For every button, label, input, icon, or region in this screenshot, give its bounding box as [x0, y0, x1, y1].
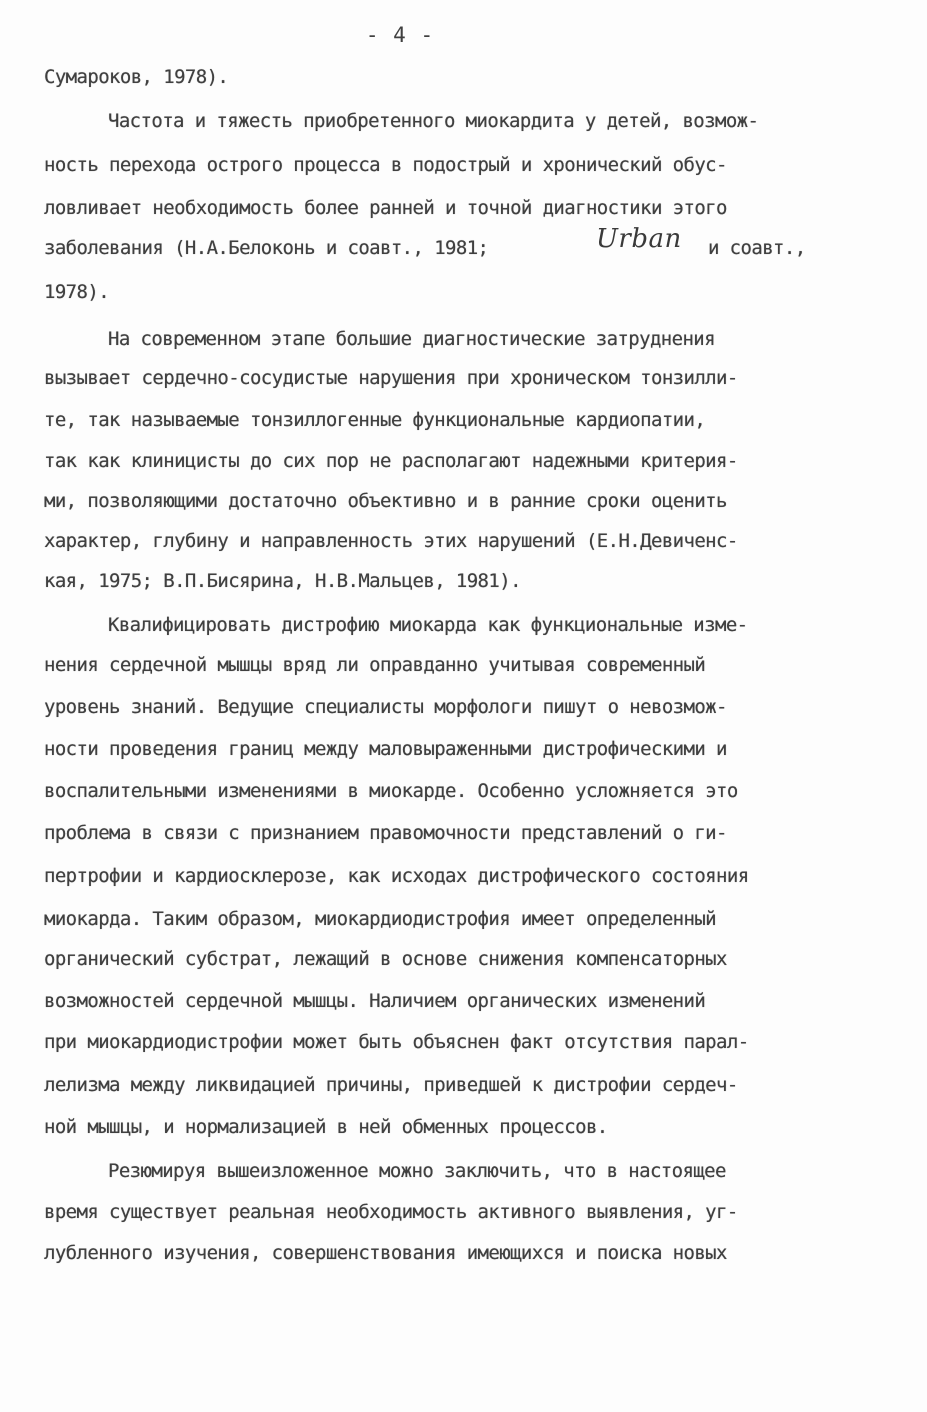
text-line: 1978). [44, 281, 110, 303]
text-line: заболевания (Н.А.Белоконь и соавт., 1981; [44, 237, 489, 259]
text-line: ми, позволяющими достаточно объективно и в ранние сроки оценить [44, 490, 727, 512]
text-line: ность перехода острого процесса в подострый и хронический обус- [44, 154, 727, 176]
text-line: миокарда. Таким образом, миокардиодистрофия имеет определенный [44, 908, 717, 930]
page-number: - 4 - [365, 23, 435, 47]
text-line: кая, 1975; В.П.Бисярина, Н.В.Мальцев, 1981). [44, 570, 521, 592]
text-line-continuation: и соавт., [708, 237, 806, 259]
text-line: воспалительными изменениями в миокарде. Особенно усложняется это [44, 780, 738, 802]
text-line: Частота и тяжесть приобретенного миокардита у детей, возмож- [108, 110, 759, 132]
handwritten-author-name: Urban [596, 224, 682, 254]
text-line: при миокардиодистрофии может быть объяснен факт отсутствия парал- [44, 1031, 749, 1053]
text-line: ности проведения границ между маловыраженными дистрофическими и [44, 738, 727, 760]
text-line: На современном этапе большие диагностические затруднения [108, 328, 715, 350]
text-line: Сумароков, 1978). [44, 66, 229, 88]
text-line: характер, глубину и направленность этих нарушений (Е.Н.Девиченс- [44, 530, 738, 552]
text-line: ной мышцы, и нормализацией в ней обменных процессов. [44, 1116, 608, 1138]
text-line: ловливает необходимость более ранней и точной диагностики этого [44, 197, 727, 219]
text-line: время существует реальная необходимость активного выявления, уг- [44, 1201, 738, 1223]
text-line: пертрофии и кардиосклерозе, как исходах дистрофического состояния [44, 865, 749, 887]
text-line: Квалифицировать дистрофию миокарда как функциональные изме- [108, 614, 748, 636]
text-line: проблема в связи с признанием правомочности представлений о ги- [44, 822, 727, 844]
text-line: Резюмируя вышеизложенное можно заключить, что в настоящее [108, 1160, 726, 1182]
text-line: возможностей сердечной мышцы. Наличием органических изменений [44, 990, 706, 1012]
text-line: нения сердечной мышцы вряд ли оправданно учитывая современный [44, 654, 706, 676]
text-line: те, так называемые тонзиллогенные функциональные кардиопатии, [44, 409, 706, 431]
text-line: так как клиницисты до сих пор не располагают надежными критерия- [44, 450, 738, 472]
text-line: уровень знаний. Ведущие специалисты морфологи пишут о невозмож- [44, 696, 727, 718]
text-line: органический субстрат, лежащий в основе снижения компенсаторных [44, 948, 727, 970]
text-line: лелизма между ликвидацией причины, приведшей к дистрофии сердеч- [44, 1074, 738, 1096]
text-line: лубленного изучения, совершенствования имеющихся и поиска новых [44, 1242, 727, 1264]
text-line: вызывает сердечно-сосудистые нарушения при хроническом тонзилли- [44, 367, 738, 389]
